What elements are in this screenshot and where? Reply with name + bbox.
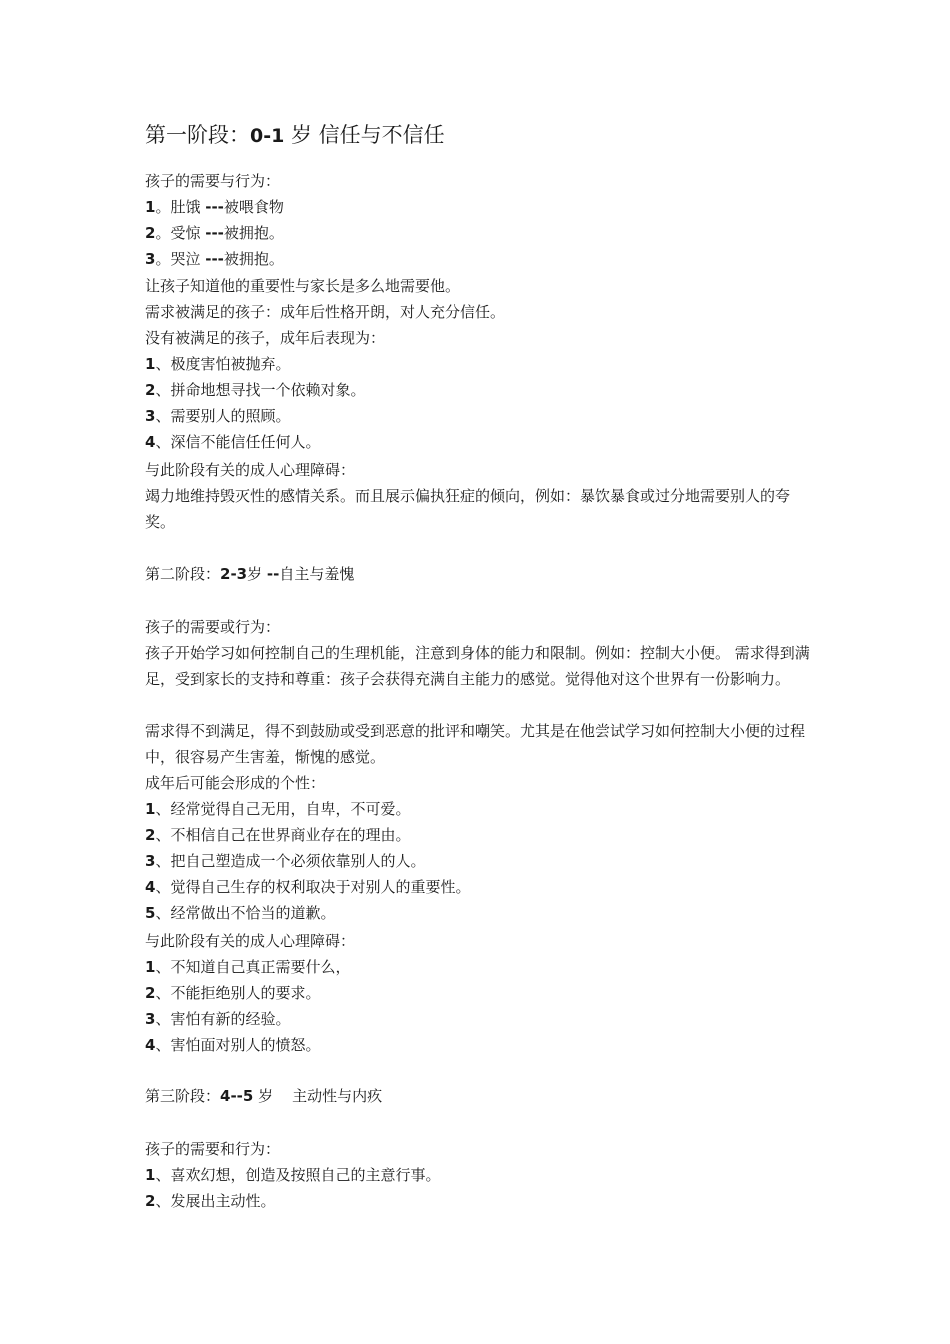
text-span: 、害怕有新的经验。 (155, 1010, 291, 1028)
text-span: 5 (145, 904, 156, 922)
list-item (145, 796, 410, 822)
stage1-needs-heading: 孩子的需要与行为： (145, 172, 281, 190)
text-span: 、害怕面对别人的愤怒。 (155, 1036, 321, 1054)
stage1-disorder-heading: 与此阶段有关的成人心理障碍： (145, 461, 356, 479)
list-item (145, 403, 290, 429)
list-item (145, 848, 425, 874)
text-span: 自主与羞愧 (279, 565, 355, 583)
list-item (145, 220, 284, 246)
text-span: 、把自己塑造成一个必须依靠别人的人。 (155, 852, 426, 870)
list-item (145, 1006, 290, 1032)
stage1-paragraph: 需求被满足的孩子：成年后性格开朗，对人充分信任。 (145, 303, 506, 321)
text-span: 。哭泣 (155, 250, 206, 268)
list-item (145, 1032, 320, 1058)
text-span: 4 (145, 1036, 156, 1054)
list-item (145, 874, 470, 900)
text-span: 4 (145, 433, 156, 451)
text-span: 、觉得自己生存的权利取决于对别人的重要性。 (155, 878, 471, 896)
text-span: 3 (145, 852, 156, 870)
stage2-disorder-heading: 与此阶段有关的成人心理障碍： (145, 932, 356, 950)
text-span: 第二阶段： (145, 565, 221, 583)
text-span: --- (205, 250, 224, 268)
stage2-needs-heading: 孩子的需要或行为： (145, 618, 281, 636)
list-item (145, 954, 350, 980)
text-span: 、极度害怕被抛弃。 (155, 355, 291, 373)
text-span: 1 (145, 800, 156, 818)
text-span: 1 (145, 355, 156, 373)
text-span: 0-1 (250, 125, 285, 147)
text-span: 第一阶段： (145, 123, 250, 147)
text-span: 1 (145, 198, 156, 216)
list-item (145, 429, 320, 455)
text-span: 岁 信任与不信任 (284, 123, 445, 147)
stage1-paragraph: 没有被满足的孩子，成年后表现为： (145, 329, 386, 347)
stage2-paragraph: 孩子开始学习如何控制自己的生理机能，注意到身体的能力和限制。例如：控制大小便。 需求得到满足，受到家长的支持和尊重：孩子会获得充满自主能力的感觉。觉得他对这个世界有一份影响力。 (145, 644, 810, 688)
text-span: 1 (145, 1166, 156, 1184)
list-item (145, 822, 410, 848)
text-span: 2 (145, 826, 156, 844)
text-span: 被拥抱。 (223, 250, 284, 268)
text-span: 2 (145, 381, 156, 399)
text-span: 3 (145, 1010, 156, 1028)
text-span: 、不能拒绝别人的要求。 (155, 984, 321, 1002)
text-span: 。肚饿 (155, 198, 206, 216)
stage3-needs-heading: 孩子的需要和行为： (145, 1140, 281, 1158)
list-item (145, 351, 290, 377)
text-span: 被喂食物 (223, 198, 284, 216)
text-span: --- (205, 198, 224, 216)
text-span: 3 (145, 407, 156, 425)
list-item (145, 377, 365, 403)
text-span: 2 (145, 984, 156, 1002)
text-span: 、需要别人的照顾。 (155, 407, 291, 425)
text-span: 岁 (247, 565, 267, 583)
text-span: 、经常做出不恰当的道歉。 (155, 904, 336, 922)
text-span: 、深信不能信任任何人。 (155, 433, 321, 451)
stage1-title (145, 120, 445, 151)
text-span: 第三阶段： (145, 1087, 221, 1105)
stage1-paragraph: 让孩子知道他的重要性与家长是多么地需要他。 (145, 277, 461, 295)
text-span: 4 (145, 878, 156, 896)
list-item (145, 246, 284, 272)
text-span: 4--5 (220, 1087, 254, 1105)
text-span: 、经常觉得自己无用，自卑，不可爱。 (155, 800, 411, 818)
text-span: 。受惊 (155, 224, 206, 242)
stage2-paragraph: 需求得不到满足，得不到鼓励或受到恶意的批评和嘲笑。尤其是在他尝试学习如何控制大小便的过程中，很容易产生害羞，惭愧的感觉。 (145, 722, 806, 766)
text-span: 、喜欢幻想，创造及按照自己的主意行事。 (155, 1166, 441, 1184)
list-item (145, 900, 335, 926)
text-span: 被拥抱。 (223, 224, 284, 242)
stage1-disorder-text: 竭力地维持毁灭性的感情关系。而且展示偏执狂症的倾向，例如：暴饮暴食或过分地需要别人的夸奖。 (145, 487, 791, 531)
stage2-personality-heading: 成年后可能会形成的个性： (145, 774, 326, 792)
text-span: 1 (145, 958, 156, 976)
text-span: 、发展出主动性。 (155, 1192, 276, 1210)
text-span: 岁 主动性与内疚 (253, 1087, 383, 1105)
stage2-title (145, 561, 354, 587)
text-span: 、不相信自己在世界商业存在的理由。 (155, 826, 411, 844)
stage3-title (145, 1083, 382, 1109)
text-span: -- (266, 565, 280, 583)
text-span: 3 (145, 250, 156, 268)
text-span: 2 (145, 1192, 156, 1210)
text-span: 、拼命地想寻找一个依赖对象。 (155, 381, 366, 399)
text-span: --- (205, 224, 224, 242)
list-item (145, 194, 284, 220)
list-item (145, 980, 320, 1006)
text-span: 、不知道自己真正需要什么， (155, 958, 351, 976)
text-span: 2-3 (220, 565, 248, 583)
list-item (145, 1188, 275, 1214)
text-span: 2 (145, 224, 156, 242)
list-item (145, 1162, 440, 1188)
